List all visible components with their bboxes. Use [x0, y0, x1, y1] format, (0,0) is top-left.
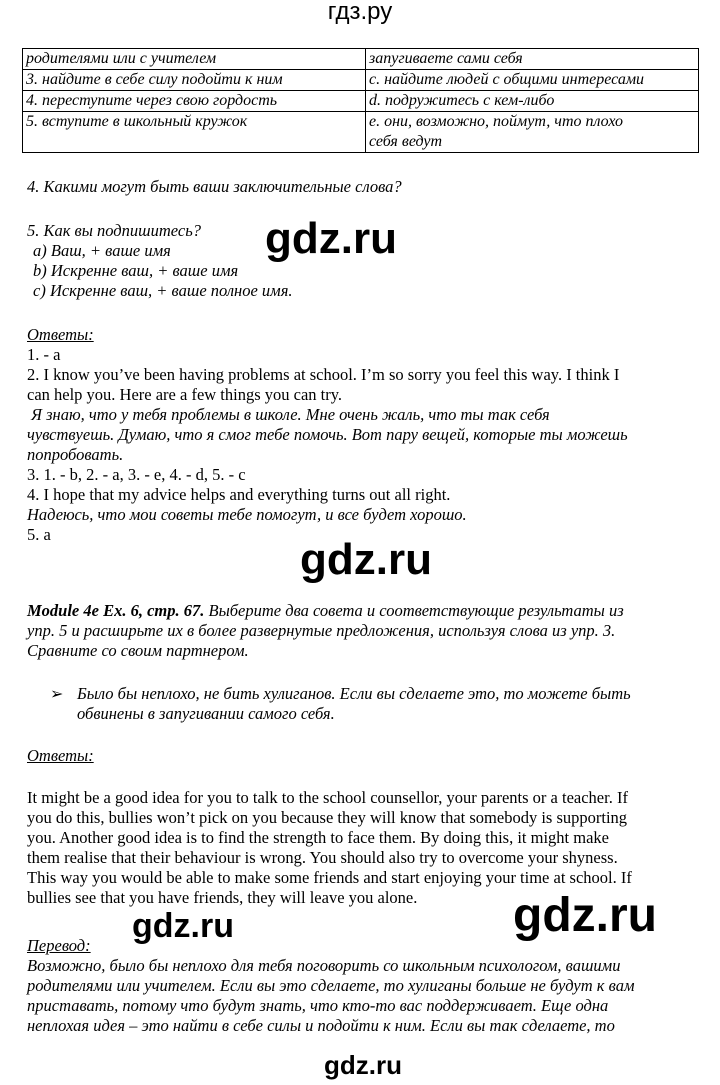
option-c: c) Искренне ваш, + ваше полное имя. [33, 281, 293, 300]
answer-2-translation: Я знаю, что у тебя проблемы в школе. Мне очень жаль, что ты так себя [27, 405, 550, 424]
matching-table [22, 48, 699, 153]
table-cell-line: себя ведут [369, 133, 443, 150]
translation-line: неплохая идея – это найти в себе силы и подойти к ним. Если вы так сделаете, то [27, 1016, 615, 1035]
translation-heading: Перевод: [27, 936, 91, 955]
answers-heading: Ответы: [27, 325, 94, 344]
answer-2-line: 2. I know you’ve been having problems at school. I’m so sorry you feel this way. I think I [27, 365, 620, 384]
option-a: a) Ваш, + ваше имя [33, 241, 171, 260]
answers-block-1 [27, 325, 697, 545]
table-cell-line: e. они, возможно, поймут, что плохо [369, 113, 624, 130]
answer-line: them realise that their behaviour is wrong. You should also try to overcome your shyness. [27, 848, 618, 867]
arrow-bullet-icon: ➢ [50, 686, 64, 703]
answer-2-translation: чувствуешь. Думаю, что я смог тебе помочь. Вот пару вещей, которые ты можешь [27, 425, 628, 444]
module-task-text: упр. 5 и расширьте их в более развернутые предложения, используя слова из упр. 3. [27, 621, 616, 640]
answer-3: 3. 1. - b, 2. - a, 3. - e, 4. - d, 5. - c [27, 465, 246, 484]
module-task-text: Сравните со своим партнером. [27, 641, 249, 660]
table-cell: 4. переступите через свою гордость [23, 91, 366, 112]
option-b: b) Искренне ваш, + ваше имя [33, 261, 239, 280]
table-cell: 3. найдите в себе силу подойти к ним [23, 70, 366, 91]
answer-line: It might be a good idea for you to talk to the school counsellor, your parents or a teacher. If [27, 788, 628, 807]
watermark: gdz.ru [300, 535, 432, 584]
question-4: 4. Какими могут быть ваши заключительные слова? [27, 177, 402, 196]
table-row [23, 70, 699, 91]
answer-line: you. Another good idea is to find the strength to face them. By doing this, it might make [27, 828, 609, 847]
module-title: Module 4e Ex. 6, стр. 67. [27, 601, 205, 620]
answers-heading-2: Ответы: [27, 746, 94, 765]
bullet-line: обвинены в запугивании самого себя. [77, 704, 335, 723]
table-cell: c. найдите людей с общими интересами [366, 70, 699, 91]
translation-line: приставать, потому что будут знать, что кто-то вас поддерживает. Еще одна [27, 996, 609, 1015]
table-row [23, 112, 699, 153]
answer-line: bullies see that you have friends, they will leave you alone. [27, 888, 418, 907]
translation-line: Возможно, было бы неплохо для тебя поговорить со школьным психологом, вашими [27, 956, 621, 975]
module-task [27, 601, 697, 661]
answer-line: This way you would be able to make some friends and start enjoying your time at school. If [27, 868, 632, 887]
table-cell [366, 112, 699, 153]
module-task-text: Выберите два совета и соответствующие результаты из [204, 601, 624, 620]
answer-2-translation: попробовать. [27, 445, 124, 464]
question-5: 5. Как вы подпишитесь? [27, 221, 201, 240]
table-cell: 5. вступите в школьный кружок [23, 112, 366, 153]
answer-4-translation: Надеюсь, что мои советы тебе помогут, и все будет хорошо. [27, 505, 467, 524]
answer-4: 4. I hope that my advice helps and everything turns out all right. [27, 485, 451, 504]
answer-5: 5. a [27, 525, 51, 544]
answer-2-line: can help you. Here are a few things you can try. [27, 385, 343, 404]
watermark: gdz.ru [265, 214, 397, 263]
answer-line: you do this, bullies won’t pick on you because they will know that somebody is supporting [27, 808, 628, 827]
site-header: гдз.ру [327, 0, 393, 25]
translation-line: родителями или учителем. Если вы это сделаете, то хулиганы больше не будут к вам [27, 976, 635, 995]
bullet-line: Было бы неплохо, не бить хулиганов. Если вы сделаете это, то можете быть [77, 684, 631, 703]
watermark: gdz.ru [324, 1050, 402, 1080]
table-cell: родителями или с учителем [23, 49, 366, 70]
table-row [23, 91, 699, 112]
translation-block [27, 936, 697, 1036]
watermark: gdz.ru [513, 889, 657, 942]
watermark: gdz.ru [132, 907, 234, 945]
answer-1: 1. - a [27, 345, 61, 364]
table-cell: запугиваете сами себя [366, 49, 699, 70]
table-row [23, 49, 699, 70]
table-cell: d. подружитесь с кем-либо [366, 91, 699, 112]
bullet-text [77, 684, 697, 724]
